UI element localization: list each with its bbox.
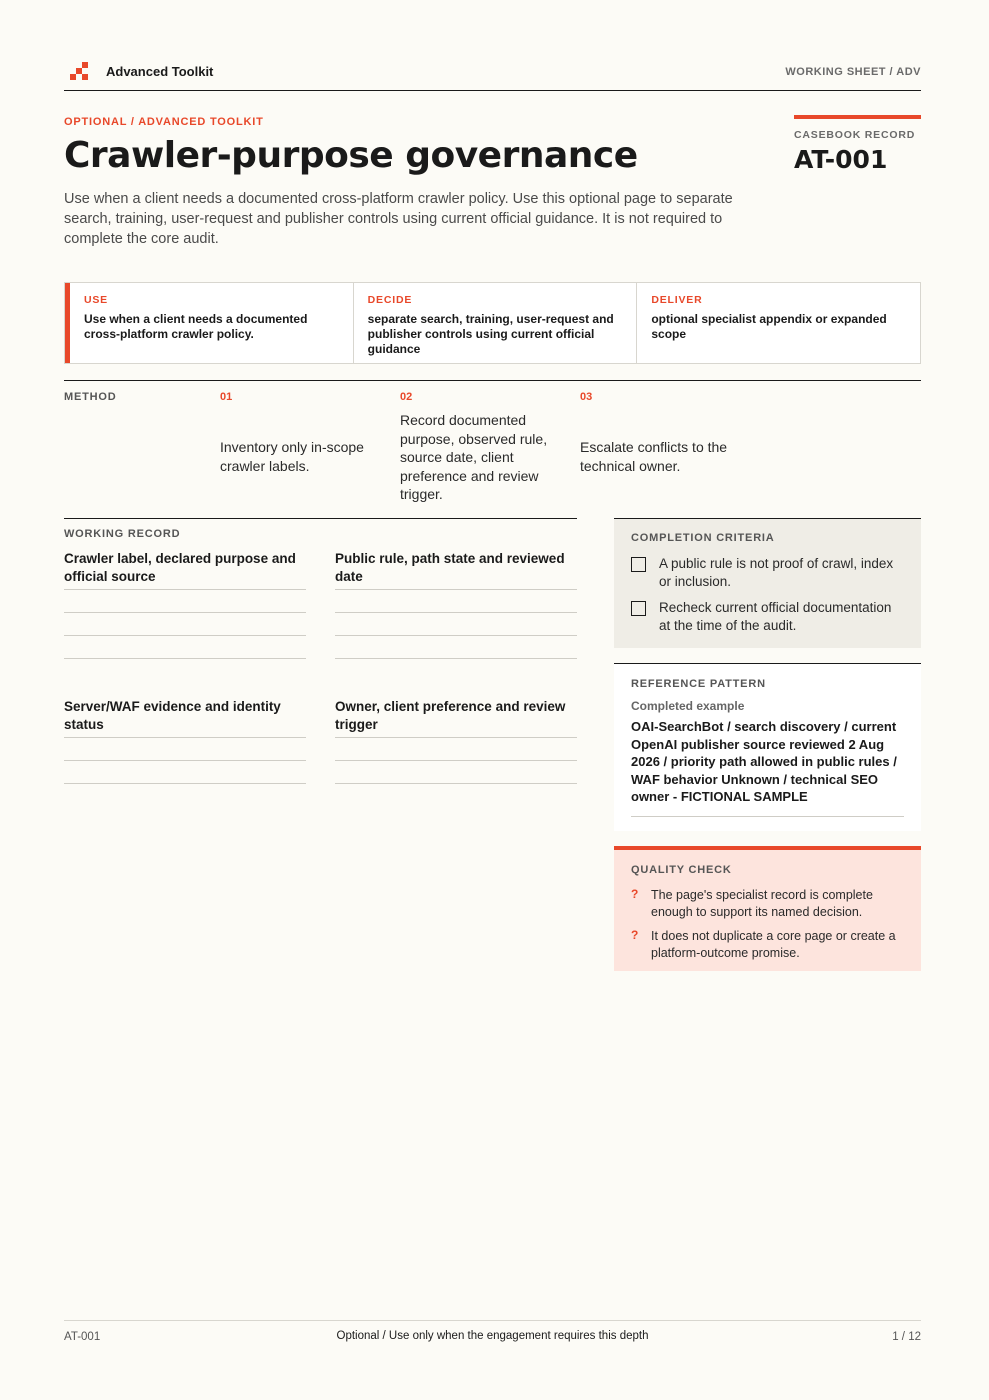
eyebrow: OPTIONAL / ADVANCED TOOLKIT	[64, 116, 264, 128]
completion-criteria	[614, 518, 921, 648]
working-record-label: WORKING RECORD	[64, 528, 181, 540]
page-title: Crawler-purpose governance	[64, 135, 638, 176]
record-field	[64, 550, 306, 659]
record-field	[335, 698, 577, 784]
page-number: 1 / 12	[892, 1331, 921, 1343]
summary-accent-stripe	[65, 283, 70, 363]
field-heading: Server/WAF evidence and identity status	[64, 699, 281, 732]
reference-subtitle: Completed example	[631, 699, 745, 713]
criteria-text: Recheck current official documentation at the time of the audit.	[659, 600, 892, 633]
summary-text: Use when a client needs a documented cross-platform crawler policy.	[84, 312, 308, 341]
checkbox[interactable]	[631, 601, 646, 616]
step-text: Inventory only in-scope crawler labels.	[220, 439, 364, 474]
top-bar	[64, 60, 921, 91]
method-section	[64, 380, 921, 508]
write-line[interactable]	[335, 613, 577, 636]
checkbox[interactable]	[631, 557, 646, 572]
write-line[interactable]	[335, 738, 577, 761]
quality-text: It does not duplicate a core page or create a platform-outcome promise.	[651, 929, 896, 960]
field-heading: Public rule, path state and reviewed date	[335, 551, 565, 584]
record-label: CASEBOOK RECORD	[794, 129, 916, 141]
working-record	[64, 518, 577, 732]
criteria-text: A public rule is not proof of crawl, index or inclusion.	[659, 556, 894, 589]
summary-decide	[354, 283, 638, 363]
question-mark-icon: ?	[631, 887, 639, 901]
step-text: Record documented purpose, observed rule, source date, client preference and review trigger.	[400, 412, 548, 502]
summary-deliver	[637, 283, 920, 363]
summary-heading: DELIVER	[651, 294, 703, 306]
criteria-item	[631, 599, 904, 634]
completion-label: COMPLETION CRITERIA	[631, 532, 775, 544]
write-line[interactable]	[64, 590, 306, 613]
quality-item	[631, 928, 904, 961]
summary-text: optional specialist appendix or expanded scope	[651, 312, 887, 341]
write-line[interactable]	[335, 761, 577, 784]
toolkit-logo-icon	[70, 62, 90, 80]
step-number: 03	[580, 391, 593, 403]
summary-heading: DECIDE	[367, 294, 413, 306]
footer-code: AT-001	[64, 1331, 101, 1343]
brand-name: Advanced Toolkit	[106, 64, 214, 79]
casebook-record	[794, 115, 921, 174]
field-heading: Owner, client preference and review trigger	[335, 699, 566, 732]
step-number: 02	[400, 391, 413, 403]
criteria-item	[631, 555, 904, 590]
reference-pattern	[614, 663, 921, 831]
write-line[interactable]	[64, 636, 306, 659]
quality-text: The page's specialist record is complete enough to support its named decision.	[651, 888, 873, 919]
intro-text: Use when a client needs a documented cross-platform crawler policy. Use this optional page to separate search, training, user-request and publisher controls using current official guidance. It is not required to complete the core audit.	[64, 191, 733, 247]
write-line[interactable]	[335, 636, 577, 659]
record-code: AT-001	[794, 145, 888, 174]
reference-example: OAI-SearchBot / search discovery / current OpenAI publisher source reviewed 2 Aug 2026 / priority path allowed in public rules / WAF behavior Unknown / technical SEO owner - FICTIONAL SAMPLE	[631, 718, 904, 817]
write-line[interactable]	[335, 590, 577, 613]
quality-label: QUALITY CHECK	[631, 864, 732, 876]
method-label: METHOD	[64, 391, 117, 403]
step-text: Escalate conflicts to the technical owner.	[580, 439, 728, 474]
record-field	[64, 698, 306, 784]
record-field	[335, 550, 577, 659]
summary-use	[65, 283, 354, 363]
footer-note: Optional / Use only when the engagement requires this depth	[336, 1330, 649, 1342]
record-accent-bar	[794, 115, 921, 119]
method-step-1	[220, 391, 385, 474]
step-number: 01	[220, 391, 233, 403]
reference-label: REFERENCE PATTERN	[631, 678, 766, 690]
sheet-label: WORKING SHEET / ADV	[785, 66, 921, 78]
write-line[interactable]	[64, 761, 306, 784]
field-heading: Crawler label, declared purpose and official source	[64, 551, 296, 584]
method-step-2	[400, 391, 565, 502]
write-line[interactable]	[64, 613, 306, 636]
write-line[interactable]	[64, 738, 306, 761]
summary-panel	[64, 282, 921, 364]
method-step-3	[580, 391, 745, 474]
summary-text: separate search, training, user-request and publisher controls using current official guidance	[367, 312, 614, 356]
page-footer	[64, 1320, 921, 1343]
quality-check	[614, 846, 921, 971]
quality-item	[631, 887, 904, 920]
question-mark-icon: ?	[631, 928, 639, 942]
summary-heading: USE	[84, 294, 108, 306]
